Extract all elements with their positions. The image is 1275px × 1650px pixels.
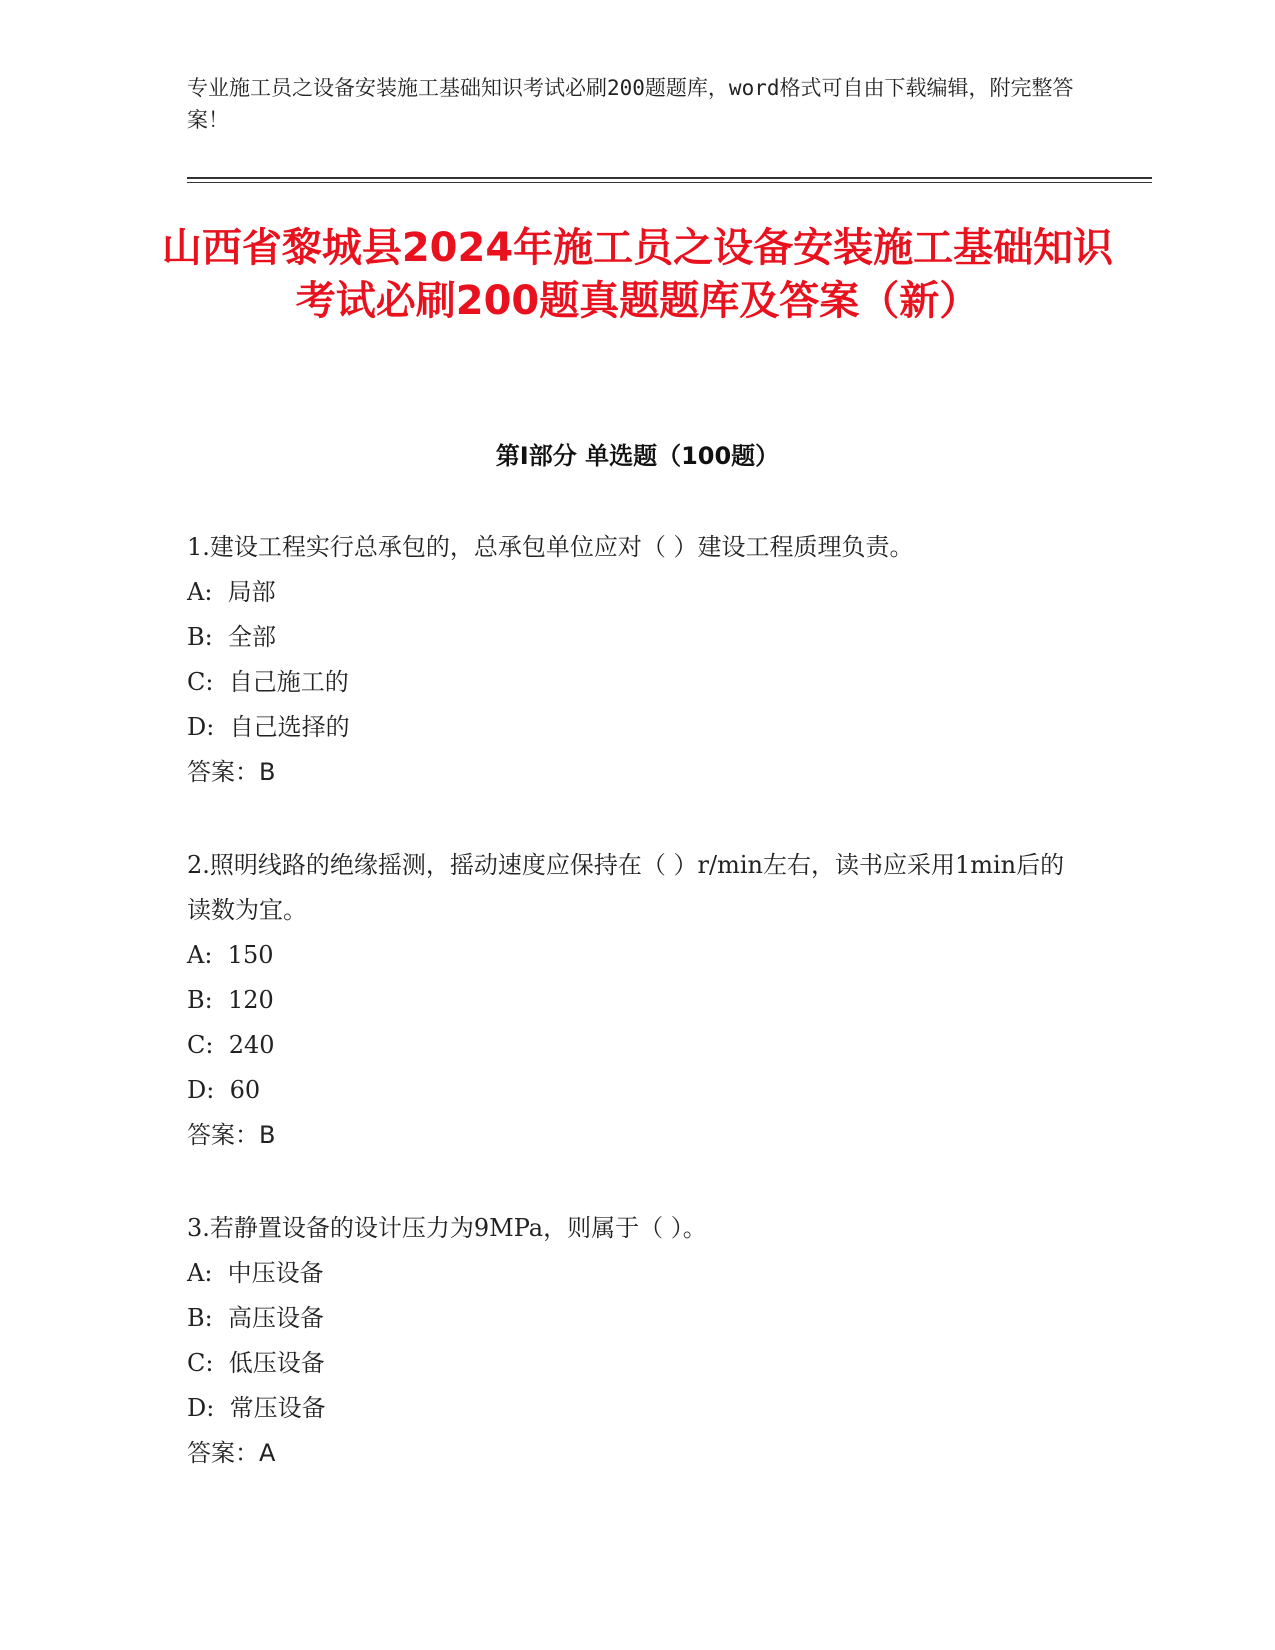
option-a: A: 中压设备: [187, 1259, 324, 1287]
section-heading: 第I部分 单选题（100题）: [495, 442, 780, 470]
header-divider-thick: [187, 177, 1152, 179]
answer-line: 答案：A: [187, 1439, 276, 1467]
question-block: [187, 525, 1087, 795]
header-note: 专业施工员之设备安装施工基础知识考试必刷200题题库，word格式可自由下载编辑，附完整答案！: [187, 76, 1074, 132]
option-d: D: 60: [187, 1076, 261, 1104]
option-b: B: 高压设备: [187, 1304, 324, 1332]
option-d: D: 常压设备: [187, 1394, 326, 1422]
question-block: [187, 843, 1087, 1158]
option-b: B: 120: [187, 986, 274, 1014]
question-block: [187, 1206, 1087, 1476]
option-a: A: 局部: [187, 578, 276, 606]
option-c: C: 低压设备: [187, 1349, 325, 1377]
answer-line: 答案：B: [187, 758, 276, 786]
header-divider-thin: [187, 182, 1152, 183]
question-stem: 2.照明线路的绝缘摇测，摇动速度应保持在（ ）r/min左右，读书应采用1min后的读数为宜。: [187, 851, 1065, 924]
option-d: D: 自己选择的: [187, 713, 350, 741]
option-c: C: 自己施工的: [187, 668, 349, 696]
option-c: C: 240: [187, 1031, 275, 1059]
answer-line: 答案：B: [187, 1121, 276, 1149]
option-a: A: 150: [187, 941, 274, 969]
question-stem: 1.建设工程实行总承包的，总承包单位应对（ ）建设工程质理负责。: [187, 533, 914, 561]
option-b: B: 全部: [187, 623, 276, 651]
document-title: 山西省黎城县2024年施工员之设备安装施工基础知识考试必刷200题真题题库及答案（新）: [161, 225, 1114, 324]
question-stem: 3.若静置设备的设计压力为9MPa，则属于（ ）。: [187, 1214, 707, 1242]
